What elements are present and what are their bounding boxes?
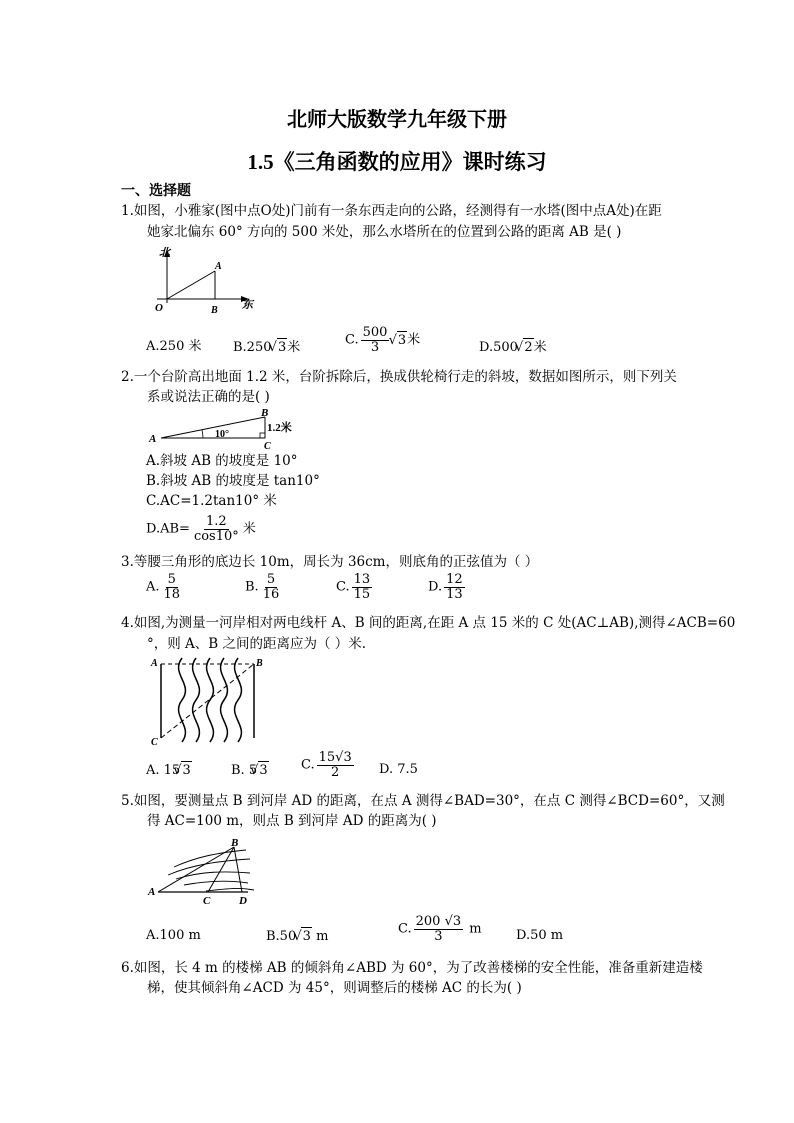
q2-line1: 2.一个台阶高出地面 1.2 米，台阶拆除后，换成供轮椅行走的斜坡，数据如图所示，则下列关 <box>121 369 677 385</box>
q1-option-a: A.250 米 <box>146 339 202 354</box>
q2-option-c: C.AC=1.2tan10° 米 <box>146 493 277 509</box>
q2-point-a: A <box>149 433 157 445</box>
q2-height-label: 1.2米 <box>267 422 292 434</box>
q2-option-b: B.斜坡 AB 的坡度是 tan10° <box>146 473 320 489</box>
q3-line1: 3.等腰三角形的底边长 10m，周长为 36cm，则底角的正弦值为（ ） <box>121 554 539 570</box>
q1-option-c: C. $\frac{500}{3}$ √ 3米 <box>345 326 420 354</box>
q5-line2: 得 AC=100 m，则点 B 到河岸 AD 的距离为( ) <box>147 813 437 829</box>
q3-option-b: B. $\frac{5}{16}$ <box>245 572 280 602</box>
q2-figure <box>145 405 305 450</box>
q1-option-b: B.250 √ 3米 <box>233 338 300 357</box>
q4-option-a: A. 15√ 3 <box>146 761 192 780</box>
q2-point-b: B <box>261 407 269 419</box>
q3-option-c: C. $\frac{13}{15}$ <box>336 572 371 602</box>
q5-point-d: D <box>239 895 247 907</box>
q5-figure <box>146 835 256 907</box>
q1-line2: 她家北偏东 60° 方向的 500 米处，那么水塔所在的位置到公路的距离 AB 是( ) <box>147 224 622 240</box>
q5-option-d: D.50 m <box>516 928 564 943</box>
q5-line1: 5.如图，要测量点 B 到河岸 AD 的距离，在点 A 测得∠BAD=30°，在点 C 测得∠BCD=60°，又测 <box>121 793 725 809</box>
q1-point-b: B <box>211 305 218 316</box>
q4-option-c: C. $\frac{15√3}{2}$ <box>301 750 352 780</box>
q1-north-label: 北 <box>159 247 170 259</box>
doc-title: 北师大版数学九年级下册 <box>287 107 507 131</box>
q4-line1: 4.如图,为测量一河岸相对两电线杆 A、B 间的距离,在距 A 点 15 米的 C 处(AC⊥AB),测得∠ACB=60 <box>121 615 736 631</box>
q4-option-b: B. 5√ 3 <box>231 761 269 780</box>
q2-line2: 系或说法正确的是( ) <box>147 389 270 405</box>
q1-east-label: 东 <box>242 299 253 311</box>
q1-point-a: A <box>215 261 222 272</box>
q4-point-c: C <box>151 737 158 748</box>
q5-option-a: A.100 m <box>146 928 201 943</box>
q5-point-b: B <box>231 837 239 849</box>
q5-point-c: C <box>203 895 211 907</box>
q4-figure <box>148 652 268 752</box>
q2-point-c: C <box>264 441 271 452</box>
q1-point-o: O <box>155 302 163 314</box>
q6-line2: 梯，使其倾斜角∠ACD 为 45°，则调整后的楼梯 AC 的长为( ) <box>147 980 522 996</box>
q5-point-a: A <box>148 886 156 898</box>
q4-point-b: B <box>256 658 263 669</box>
q2-option-d: D.AB= $\frac{1.2}{\cos 10^\circ}$ 米 <box>146 514 256 544</box>
q5-option-b: B.50 √ 3 m <box>266 927 328 946</box>
q4-line2: °，则 A、B 之间的距离应为（ ）米. <box>147 636 367 652</box>
section-heading: 一、选择题 <box>121 183 191 199</box>
q4-option-d: D. 7.5 <box>379 762 418 777</box>
q6-line1: 6.如图，长 4 m 的楼梯 AB 的倾斜角∠ABD 为 60°，为了改善楼梯的安全性能，准备重新建造楼 <box>121 960 703 976</box>
q2-option-a: A.斜坡 AB 的坡度是 10° <box>146 453 298 469</box>
q4-point-a: A <box>151 658 158 669</box>
q1-line1: 1.如图，小雅家(图中点O处)门前有一条东西走向的公路，经测得有一水塔(图中点A处)在距 <box>121 203 662 219</box>
q1-option-d: D.500 √ 2米 <box>479 338 547 357</box>
q1-figure <box>145 245 260 325</box>
q5-option-c: C. $\frac{200 √3}{3}$ m <box>398 914 482 944</box>
q2-angle-label: 10° <box>215 429 229 440</box>
doc-subtitle: 1.5《三角函数的应用》课时练习 <box>247 150 547 174</box>
q3-option-a: A. $\frac{5}{18}$ <box>146 572 181 602</box>
q3-option-d: D. $\frac{12}{13}$ <box>428 572 463 602</box>
